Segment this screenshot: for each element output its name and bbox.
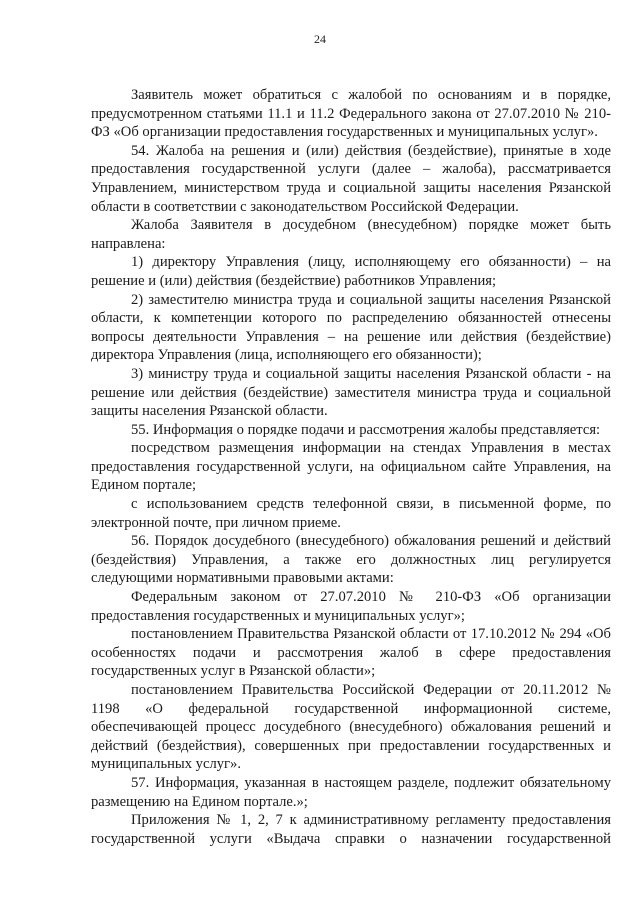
paragraph-phone: с использованием средств телефонной связи, в письменной форме, по электронной почте, при личном приеме.	[91, 496, 611, 531]
paragraph-federal-law: Федеральным законом от 27.07.2010 № 210-ФЗ «Об организации предоставления государственных и муниципальных услуг»;	[91, 589, 611, 624]
paragraph-56: 56. Порядок досудебного (внесудебного) обжалования решений и действий (бездействия) Управления, а также его должностных лиц регулируется следующими нормативными правовыми актами:	[91, 533, 611, 587]
paragraph-regional-decree: постановлением Правительства Рязанской области от 17.10.2012 № 294 «Об особенностях подачи и рассмотрения жалоб в сфере предоставления государственных услуг в Рязанской области»;	[91, 626, 611, 680]
paragraph-item-1: 1) директору Управления (лицу, исполняющему его обязанности) – на решение и (или) действия (бездействие) работников Управления;	[91, 254, 611, 289]
paragraph-appeal-grounds: Заявитель может обратиться с жалобой по основаниям и в порядке, предусмотренном статьями 11.1 и 11.2 Федерального закона от 27.07.2010 № 210-ФЗ «Об организации предоставления государственных и муниципальных услуг».	[91, 87, 611, 141]
paragraph-57: 57. Информация, указанная в настоящем разделе, подлежит обязательному размещению на Едином портале.»;	[91, 774, 611, 810]
paragraph-54: 54. Жалоба на решения и (или) действия (бездействие), принятые в ходе предоставления государственной услуги (далее – жалоба), рассматривается Управлением, министерством труда и социальной защиты населения Рязанской области в соответствии с законодательством Российской Федерации.	[91, 142, 611, 215]
paragraph-appendices: Приложения № 1, 2, 7 к административному регламенту предоставления государственной услуги «Выдача справки о назначении государственной	[91, 812, 611, 847]
paragraph-federal-decree: постановлением Правительства Российской Федерации от 20.11.2012 № 1198 «О федеральной государственной информационной системе, обеспечивающей процесс досудебного (внесудебного) обжалования решений и действий (бездействия), совершенных при предоставлении государственных и муниципальных услуг».	[91, 682, 611, 773]
paragraph-stands: посредством размещения информации на стендах Управления в местах предоставления государственной услуги, на официальном сайте Управления, на Едином портале;	[91, 440, 611, 494]
document-body	[91, 86, 611, 848]
page-number: 24	[314, 32, 326, 46]
paragraph-item-2: 2) заместителю министра труда и социальной защиты населения Рязанской области, к компетенции которого по распределению обязанностей отнесены вопросы деятельности Управления – на решение или действия (бездействие) директора Управления (лица, исполняющего его обязанности);	[91, 291, 611, 364]
paragraph-item-3: 3) министру труда и социальной защиты населения Рязанской области - на решение или действия (бездействие) заместителя министра труда и социальной защиты населения Рязанской области.	[91, 365, 611, 420]
paragraph-55: 55. Информация о порядке подачи и рассмотрения жалобы представляется:	[131, 421, 601, 438]
paragraph-complaint-direction: Жалоба Заявителя в досудебном (внесудебном) порядке может быть направлена:	[91, 217, 611, 252]
